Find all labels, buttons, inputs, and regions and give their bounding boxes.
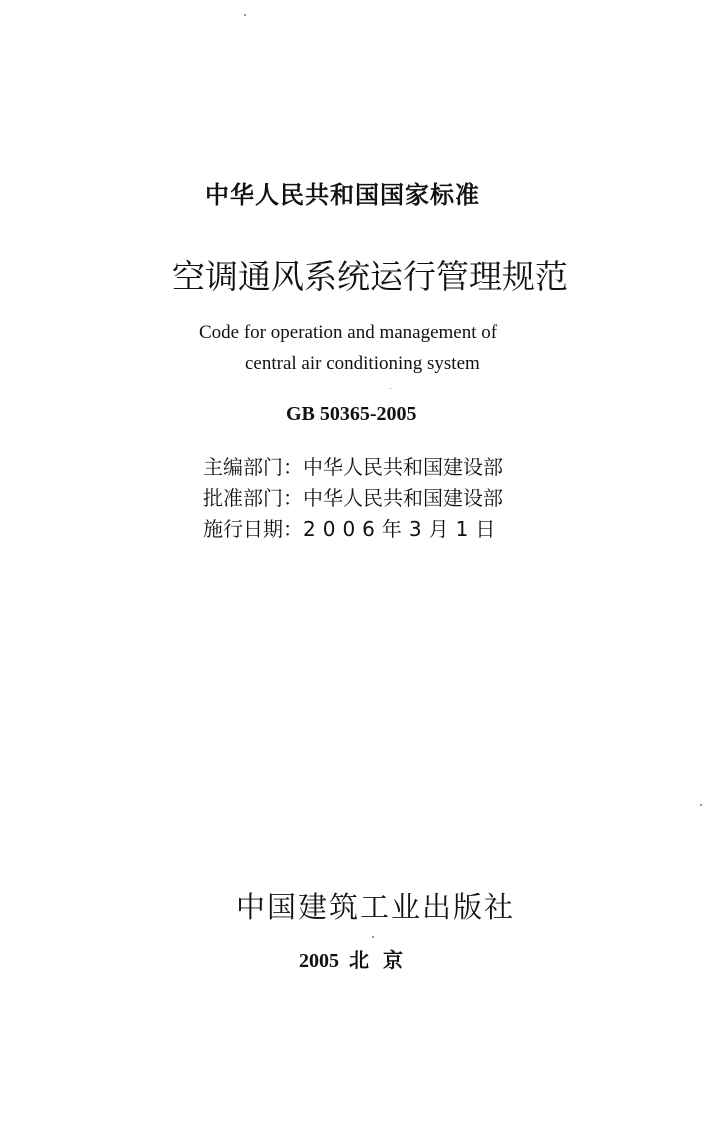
approval-label: 批准部门：: [203, 486, 303, 510]
chinese-title: 空调通风系统运行管理规范: [172, 257, 568, 296]
scan-speck: [390, 388, 391, 389]
scan-speck: [372, 936, 374, 938]
effective-date-value: 2006年3月1日: [303, 517, 503, 541]
effective-date-row: [203, 519, 502, 539]
chief-editor-label: 主编部门：: [203, 455, 303, 479]
standard-code: GB 50365-2005: [286, 403, 417, 425]
chief-editor-department-row: [203, 457, 503, 477]
english-title-line-1: Code for operation and management of: [199, 322, 498, 343]
scan-speck: [700, 804, 702, 806]
english-title-line-2: central air conditioning system: [245, 353, 480, 374]
national-standard-line: 中华人民共和国国家标准: [205, 181, 480, 209]
publisher-name: 中国建筑工业出版社: [236, 890, 516, 924]
publication-year: 2005: [299, 950, 339, 972]
publication-city: 北京: [349, 948, 417, 972]
effective-date-label: 施行日期：: [203, 517, 303, 541]
publication-line: [299, 950, 417, 971]
scan-speck: [244, 14, 246, 16]
approval-department-row: [203, 488, 503, 508]
approval-value: 中华人民共和国建设部: [303, 486, 503, 510]
chief-editor-value: 中华人民共和国建设部: [303, 455, 503, 479]
